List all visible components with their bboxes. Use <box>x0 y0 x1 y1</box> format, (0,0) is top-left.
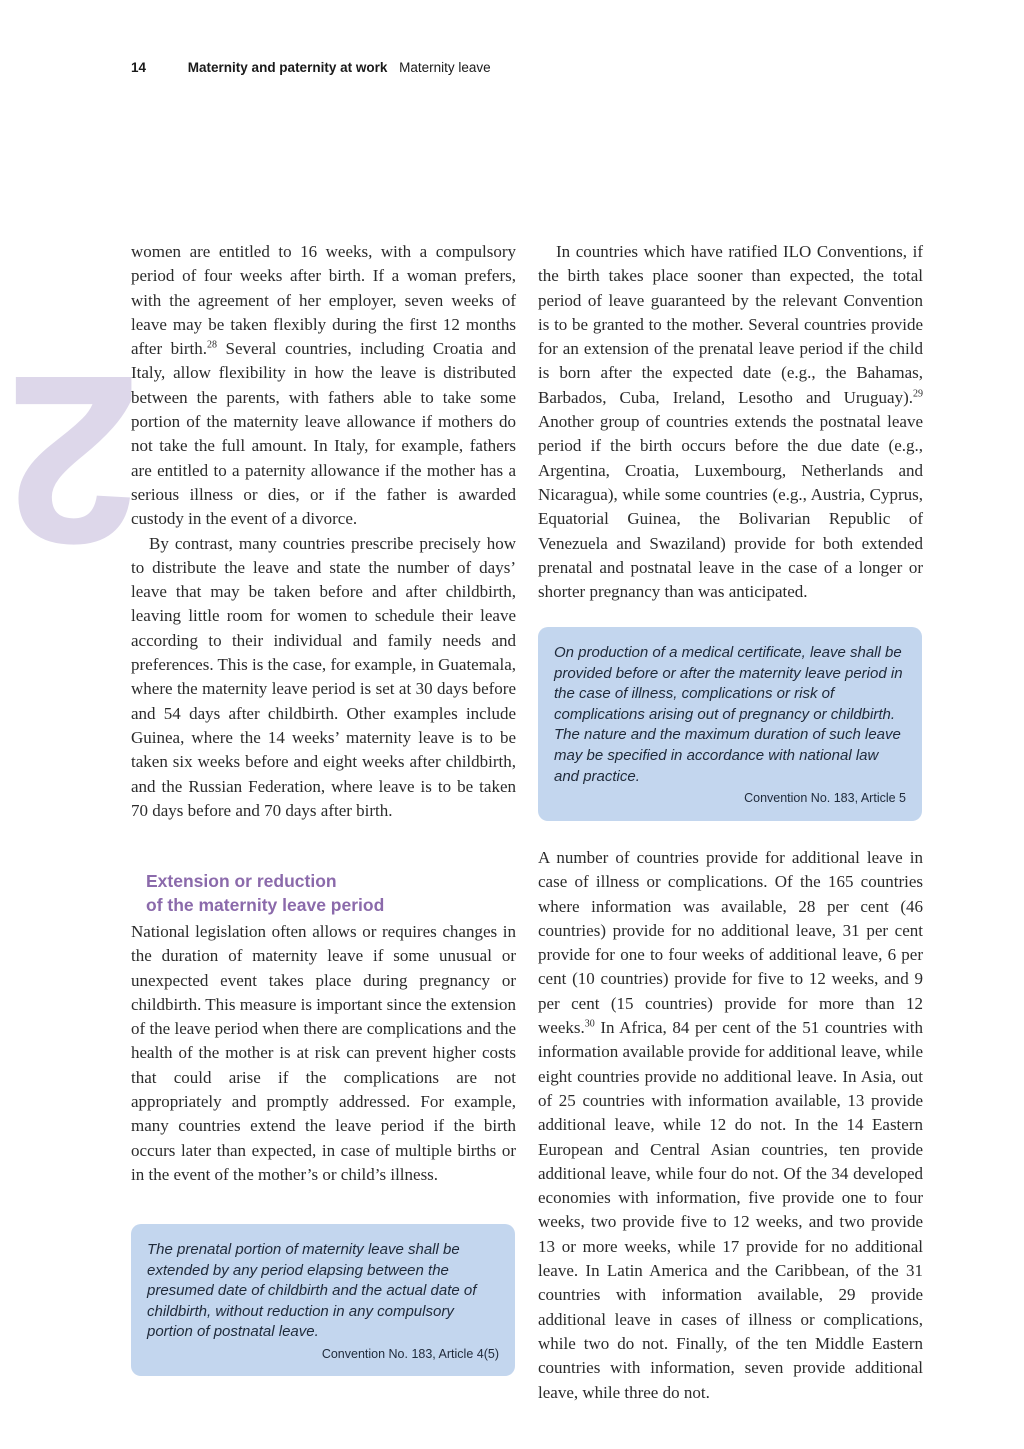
convention-quote-box <box>538 627 922 821</box>
footnote-ref[interactable]: 30 <box>584 1018 595 1030</box>
left-column-top <box>131 240 516 823</box>
text-run: Several countries, including Croatia and Italy, allow flexibility in how the leave is distributed between the parents, with fathers able to take some portion of the maternity leave allowance if mothers do not take the full amount. In Italy, for example, fathers are entitled to a paternity allowance if the mother has a serious illness or dies, or if the father is awarded custody in the event of a divorce. <box>131 339 516 529</box>
section-name: Maternity leave <box>399 60 491 75</box>
paragraph: National legislation often allows or requires changes in the duration of maternity leave if some unusual or unexpected event takes place during pregnancy or childbirth. This measure is important since the extension of the leave period when there are complications and the health of the mother is at risk can prevent higher costs that could arise if the complications are not appropriately and promptly addressed. For example, many countries extend the leave period if the birth occurs later than expected, in case of multiple births or in the event of the mother’s or child’s illness. <box>131 922 516 1184</box>
quote-text: On production of a medical certificate, leave shall be provided before or after the maternity leave period in the case of illness, complications or risk of complications arising out of pregnancy or childbirth. The nature and the maximum duration of such leave may be specified in accordance with national law and practice. <box>554 644 903 785</box>
book-title: Maternity and paternity at work <box>187 60 388 75</box>
text-run: In Africa, 84 per cent of the 51 countries with information available provide for additional leave, while eight countries provide no additional leave. In Asia, out of 25 countries with information available, 13 provide additional leave, while 12 do not. In the 14 Eastern European and Central Asian countries, ten provide additional leave, while four do not. Of the 34 developed economies with information, five provide one to four weeks, two provide five to 12 weeks, and two provide 13 or more weeks, while 17 provide for no additional leave. In Latin America and the Caribbean, of the 31 countries with information available, 29 provide additional leave in cases of illness or complications, while two do not. Finally, of the ten Middle Eastern countries with information, seven provide additional leave, while three do not. <box>538 1018 923 1402</box>
left-column-bottom <box>131 920 516 1187</box>
section-heading-line: of the maternity leave period <box>146 895 385 915</box>
text-run: women are entitled to 16 weeks, with a compulsory period of four weeks after birth. If a woman prefers, with the agreement of her employer, seven weeks of leave may be taken flexibly during the first 12 months after birth. <box>131 242 516 359</box>
text-run: In countries which have ratified ILO Conventions, if the birth takes place sooner than expected, the total period of leave guaranteed by the relevant Convention is to be granted to the mother. Several countries provide for an extension of the prenatal leave period if the child is born after the expected date (e.g., the Bahamas, Barbados, Cuba, Ireland, Lesotho and Uruguay). <box>538 242 923 407</box>
convention-quote-box <box>131 1224 515 1376</box>
footnote-ref[interactable]: 28 <box>207 339 218 351</box>
running-header <box>131 60 491 75</box>
section-heading-line: Extension or reduction <box>146 871 337 891</box>
paragraph <box>538 240 923 604</box>
paragraph <box>538 846 923 1405</box>
text-run: Another group of countries extends the postnatal leave period if the birth occurs before the due date (e.g., Argentina, Croatia, Luxembourg, Netherlands and Nicaragua), while some countries (e.g., Austria, Cyprus, Equatorial Guinea, the Bolivarian Republic of Venezuela and Swaziland) provide for both extended prenatal and postnatal leave in the case of a longer or shorter pregnancy than was anticipated. <box>538 412 923 602</box>
page-number: 14 <box>131 60 147 75</box>
quote-text: The prenatal portion of maternity leave shall be extended by any period elapsing between the presumed date of childbirth and the actual date of childbirth, without reduction in any compulsory portion of postnatal leave. <box>147 1241 477 1341</box>
quote-source: Convention No. 183, Article 4(5) <box>321 1346 499 1361</box>
section-heading <box>146 869 384 917</box>
right-column-bottom <box>538 846 923 1405</box>
chapter-marker: 2 <box>6 326 140 594</box>
paragraph <box>131 240 516 532</box>
text-run: A number of countries provide for additional leave in case of illness or complications. Of the 165 countries where information was available, 28 per cent (46 countries) provide for no additional leave, 31 per cent provide for one to four weeks of additional leave, 6 per cent (10 countries) provide for five to 12 weeks, and 9 per cent (15 countries) provide for more than 12 weeks. <box>538 848 923 1038</box>
paragraph: By contrast, many countries prescribe precisely how to distribute the leave and state the number of days’ leave that may be taken before and after childbirth, leaving little room for women to schedule their leave according to their individual and family needs and preferences. This is the case, for example, in Guatemala, where the maternity leave period is set at 30 days before and 54 days after childbirth. Other examples include Guinea, where the 14 weeks’ maternity leave is to be taken six weeks before and eight weeks after childbirth, and the Russian Federation, where leave is to be taken 70 days before and 70 days after birth. <box>131 533 516 820</box>
quote-source: Convention No. 183, Article 5 <box>744 791 906 806</box>
right-column-top <box>538 240 923 604</box>
footnote-ref[interactable]: 29 <box>913 388 923 400</box>
